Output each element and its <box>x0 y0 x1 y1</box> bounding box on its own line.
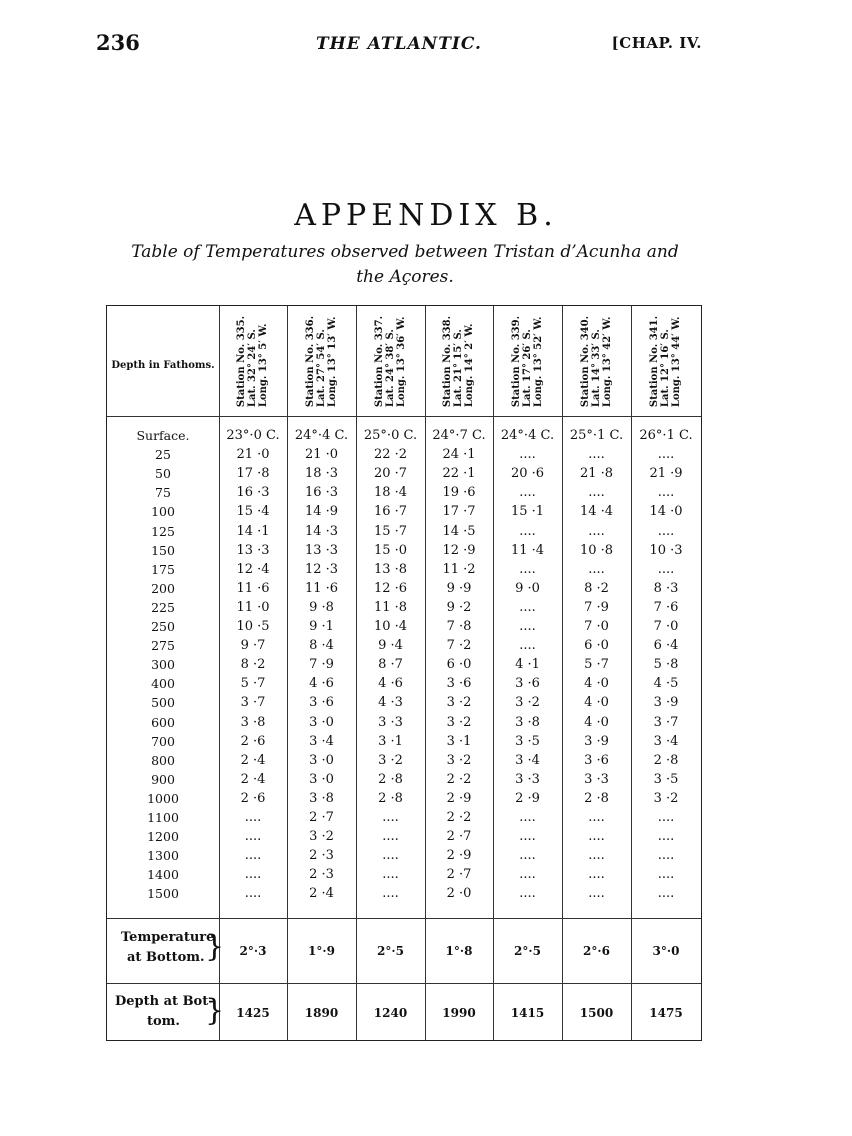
temperature-cell: 3 ·4 <box>515 752 540 768</box>
depth-label: 1400 <box>147 867 179 883</box>
temperature-cell: 11 ·6 <box>236 580 270 596</box>
temperature-cell: 7 ·9 <box>584 599 609 615</box>
temperature-cell: 15 ·1 <box>510 504 545 520</box>
temperature-cell: 14 ·5 <box>442 523 476 539</box>
temperature-cell: 18 ·3 <box>304 466 339 482</box>
temperature-cell: .... <box>244 810 262 825</box>
station-station: Station No. 339. <box>511 315 522 407</box>
depth-label: 400 <box>151 676 175 692</box>
temperature-cell: .... <box>244 848 262 864</box>
bottom-depth-cell: 1425 <box>236 1006 270 1020</box>
appendix-heading: APPENDIX B. <box>294 198 558 233</box>
chapter-label: [CHAP. IV. <box>611 34 702 52</box>
depth-label: 25 <box>155 447 171 463</box>
temperature-cell: 4 ·5 <box>653 676 679 692</box>
station-station: Station No. 341. <box>649 315 661 407</box>
station-long: Long. 13° 42′ W. <box>602 316 613 407</box>
bottom-temp-label: at Bottom. <box>127 950 205 965</box>
temperature-cell: 10 ·8 <box>579 542 614 558</box>
station-header <box>356 308 425 414</box>
bottom-temp-cell: 3°·0 <box>652 944 680 958</box>
temperature-cell: 2 ·9 <box>446 848 472 864</box>
station-header-text <box>443 315 476 406</box>
station-header <box>425 308 493 414</box>
temperature-cell: 13 ·8 <box>373 561 408 577</box>
temperature-cell: .... <box>588 810 605 825</box>
temperature-cell: 9 ·9 <box>446 580 472 596</box>
station-header-text <box>511 315 544 406</box>
station-header <box>631 308 701 414</box>
temperature-cell: 3 ·6 <box>309 695 334 711</box>
temperature-cell: .... <box>588 523 605 539</box>
temperature-cell: .... <box>657 810 675 825</box>
temperature-cell: 2 ·6 <box>240 790 266 806</box>
temperature-cell: .... <box>657 561 675 577</box>
temperature-cell: 3 ·2 <box>653 790 679 806</box>
temperature-cell: 21 ·0 <box>304 447 339 463</box>
temperature-cell: 8 ·2 <box>584 580 609 596</box>
temperature-cell: 2 ·8 <box>584 790 609 806</box>
temperature-cell: 2 ·7 <box>446 829 472 845</box>
temperature-cell: 25°·0 C. <box>363 428 418 443</box>
temperature-cell: 3 ·0 <box>309 752 334 768</box>
depth-label: 50 <box>155 466 171 482</box>
temperature-cell: 3 ·3 <box>378 714 403 730</box>
temperature-cell: 7 ·2 <box>446 638 472 654</box>
temperature-cell: 2 ·4 <box>240 771 266 787</box>
temperature-cell: .... <box>519 886 536 902</box>
temperature-cell: 11 ·6 <box>304 580 339 596</box>
temperature-cell: 9 ·1 <box>309 619 334 634</box>
bottom-depth-label: Depth at Bot- <box>115 994 214 1009</box>
station-station: Station No. 340. <box>580 315 591 407</box>
temperature-cell: 16 ·7 <box>373 504 408 520</box>
temperature-cell: .... <box>588 485 605 501</box>
temperature-cell: 2 ·0 <box>446 886 472 902</box>
temperature-cell: 4 ·3 <box>378 695 403 711</box>
temperature-cell: .... <box>519 829 536 845</box>
temperature-cell: 2 ·2 <box>446 771 472 787</box>
temperature-cell: 4 ·0 <box>584 676 609 692</box>
temperature-cell: 4 ·6 <box>309 676 334 692</box>
station-long: Long. 14° 2′ W. <box>464 323 476 407</box>
temperature-cell: 8 ·7 <box>378 657 403 673</box>
temperature-cell: 20 ·7 <box>373 466 408 482</box>
station-lat: Lat. 27° 54′ S. <box>316 328 327 407</box>
temperature-cell: 2 ·7 <box>446 867 472 883</box>
station-lat: Lat. 17° 26′ S. <box>522 328 533 407</box>
temperature-cell: 11 ·8 <box>373 599 408 615</box>
temperature-cell: .... <box>588 848 605 864</box>
bottom-temp-cell: 1°·9 <box>308 944 335 958</box>
temperature-cell: .... <box>588 829 605 845</box>
depth-label: 250 <box>151 619 175 634</box>
depth-label: 1200 <box>147 829 179 845</box>
station-header <box>287 308 356 414</box>
temperature-cell: 20 ·6 <box>510 466 545 482</box>
temperature-cell: 22 ·2 <box>373 447 408 463</box>
depth-label: 1000 <box>147 790 179 806</box>
temperature-cell: 11 ·0 <box>236 599 270 615</box>
brace: } <box>205 993 225 1028</box>
temperature-cell: 3 ·1 <box>378 733 403 749</box>
temperature-cell: 3 ·2 <box>309 829 334 845</box>
depth-label: 275 <box>151 638 175 654</box>
temperature-cell: 3 ·6 <box>515 676 540 692</box>
temperature-cell: 23°·0 C. <box>226 428 280 443</box>
depth-label: 800 <box>151 752 175 768</box>
bottom-temp-cell: 2°·6 <box>583 944 610 958</box>
temperature-cell: .... <box>657 848 675 864</box>
temperature-cell: 17 ·8 <box>236 466 270 482</box>
temperature-cell: 8 ·4 <box>309 638 334 654</box>
station-lat: Lat. 12° 16′ S. <box>660 328 672 407</box>
temperature-cell: 7 ·0 <box>653 619 679 634</box>
temperature-cell: 2 ·2 <box>446 810 472 825</box>
temperature-cell: .... <box>657 829 675 845</box>
temperature-cell: .... <box>657 886 675 902</box>
temperature-cell: .... <box>244 867 262 883</box>
temperature-cell: 18 ·4 <box>373 485 408 501</box>
running-header <box>96 30 702 64</box>
temperature-cell: .... <box>519 810 536 825</box>
bottom-depth-label: tom. <box>147 1014 180 1029</box>
temperature-cell: 7 ·6 <box>653 599 679 615</box>
bottom-depth-cell: 1990 <box>442 1006 476 1020</box>
depth-label: 1300 <box>147 848 179 864</box>
page-number: 236 <box>96 30 140 55</box>
temperature-cell: 22 ·1 <box>442 466 476 482</box>
temperature-cell: .... <box>519 523 536 539</box>
temperature-cell: 14 ·1 <box>236 523 270 539</box>
temperature-cell: 3 ·5 <box>653 771 679 787</box>
temperature-cell: .... <box>382 886 399 902</box>
temperature-cell: 3 ·2 <box>446 752 472 768</box>
temperature-cell: 3 ·2 <box>378 752 403 768</box>
bottom-depth-cell: 1415 <box>510 1006 545 1020</box>
temperature-cell: 4 ·0 <box>584 695 609 711</box>
temperature-cell: 2 ·6 <box>240 733 266 749</box>
temperature-cell: 3 ·0 <box>309 771 334 787</box>
station-long: Long. 13° 36′ W. <box>396 316 407 407</box>
bottom-temp-cell: 1°·8 <box>445 944 473 958</box>
bottom-depth-cell: 1890 <box>304 1006 339 1020</box>
depth-label: 100 <box>151 504 175 520</box>
station-station: Station No. 335. <box>236 315 248 407</box>
temperature-cell: 3 ·9 <box>584 733 609 749</box>
depth-label: 300 <box>151 657 175 673</box>
temperature-cell: .... <box>519 638 536 654</box>
temperature-cell: 12 ·4 <box>236 561 270 577</box>
station-lat: Lat. 24° 38′ S. <box>385 328 396 407</box>
brace: } <box>205 929 225 964</box>
depth-column-header: Depth in Fathoms. <box>111 360 215 371</box>
station-lat: Lat. 14° 33′ S. <box>591 328 602 407</box>
row-rule <box>107 983 701 984</box>
temperature-cell: 7 ·9 <box>309 657 334 673</box>
temperature-cell: 13 ·3 <box>236 542 270 558</box>
temperature-cell: 24°·4 C. <box>500 428 555 443</box>
temperature-cell: 12 ·6 <box>373 580 408 596</box>
temperature-cell: 21 ·8 <box>579 466 614 482</box>
temperature-cell: .... <box>244 886 262 902</box>
temperature-cell: 10 ·3 <box>649 542 683 558</box>
station-header-text <box>580 315 613 406</box>
temperature-cell: 10 ·4 <box>373 619 408 634</box>
temperature-cell: 13 ·3 <box>304 542 339 558</box>
station-station: Station No. 338. <box>442 315 454 407</box>
depth-label: 900 <box>151 771 175 787</box>
temperature-cell: 2 ·9 <box>515 790 540 806</box>
depth-label: 175 <box>151 561 175 577</box>
temperature-cell: 3 ·2 <box>446 714 472 730</box>
temperature-cell: 12 ·9 <box>442 542 476 558</box>
temperature-cell: 3 ·7 <box>240 695 266 711</box>
bottom-temp-cell: 2°·5 <box>514 944 541 958</box>
temperature-cell: 4 ·0 <box>584 714 609 730</box>
temperature-cell: 3 ·8 <box>515 714 540 730</box>
station-long: Long. 13° 5′ W. <box>258 323 270 407</box>
station-header <box>493 308 562 414</box>
temperature-cell: 2 ·8 <box>653 752 679 768</box>
bottom-depth-cell: 1500 <box>579 1006 614 1020</box>
depth-label: 1100 <box>147 810 179 825</box>
temperature-cell: 3 ·8 <box>309 790 334 806</box>
temperature-cell: .... <box>244 829 262 845</box>
station-header-text <box>374 315 407 406</box>
depth-label: 125 <box>151 523 175 539</box>
temperature-cell: .... <box>588 447 605 463</box>
temperature-cell: 3 ·2 <box>515 695 540 711</box>
temperature-cell: .... <box>519 867 536 883</box>
temperature-cell: 16 ·3 <box>236 485 270 501</box>
temperature-cell: 10 ·5 <box>236 619 270 634</box>
station-lat: Lat. 21° 15′ S. <box>453 328 465 407</box>
bottom-temp-cell: 2°·5 <box>377 944 404 958</box>
station-header-text <box>650 315 683 406</box>
temperature-table <box>106 305 702 1041</box>
depth-label: 1500 <box>147 886 179 902</box>
station-long: Long. 13° 44′ W. <box>671 316 683 407</box>
temperature-cell: .... <box>382 848 399 864</box>
temperature-cell: 2 ·8 <box>378 771 403 787</box>
temperature-cell: 3 ·1 <box>446 733 472 749</box>
temperature-cell: 3 ·6 <box>584 752 609 768</box>
temperature-cell: 11 ·2 <box>442 561 476 577</box>
row-rule <box>107 416 701 417</box>
temperature-cell: 3 ·8 <box>240 714 266 730</box>
temperature-cell: 21 ·0 <box>236 447 270 463</box>
depth-label: 500 <box>151 695 175 711</box>
station-station: Station No. 337. <box>374 315 385 407</box>
temperature-cell: 26°·1 C. <box>639 428 693 443</box>
temperature-cell: 9 ·2 <box>446 599 472 615</box>
temperature-cell: 8 ·2 <box>240 657 266 673</box>
temperature-cell: 9 ·8 <box>309 599 334 615</box>
temperature-cell: 4 ·1 <box>515 657 540 673</box>
temperature-cell: 2 ·8 <box>378 790 403 806</box>
temperature-cell: .... <box>382 867 399 883</box>
temperature-cell: 17 ·7 <box>442 504 476 520</box>
temperature-cell: 9 ·0 <box>515 580 540 596</box>
temperature-cell: 2 ·9 <box>446 790 472 806</box>
temperature-cell: 3 ·7 <box>653 714 679 730</box>
temperature-cell: 7 ·8 <box>446 619 472 634</box>
temperature-cell: 24 ·1 <box>442 447 476 463</box>
temperature-cell: .... <box>657 867 675 883</box>
temperature-cell: 6 ·0 <box>446 657 472 673</box>
temperature-cell: 24°·7 C. <box>432 428 486 443</box>
station-long: Long. 13° 13′ W. <box>327 316 338 407</box>
temperature-cell: 2 ·3 <box>309 848 334 864</box>
station-lat: Lat. 32° 24′ S. <box>247 328 259 407</box>
temperature-cell: .... <box>382 810 399 825</box>
station-station: Station No. 336. <box>305 315 316 407</box>
temperature-cell: 19 ·6 <box>442 485 476 501</box>
temperature-cell: .... <box>588 561 605 577</box>
temperature-cell: .... <box>588 867 605 883</box>
temperature-cell: 15 ·4 <box>236 504 270 520</box>
temperature-cell: .... <box>588 886 605 902</box>
temperature-cell: 14 ·9 <box>304 504 339 520</box>
temperature-cell: .... <box>519 599 536 615</box>
temperature-cell: .... <box>382 829 399 845</box>
temperature-cell: 4 ·6 <box>378 676 403 692</box>
temperature-cell: 24°·4 C. <box>294 428 349 443</box>
station-header <box>562 308 631 414</box>
depth-label: 700 <box>151 733 175 749</box>
temperature-cell: 3 ·3 <box>584 771 609 787</box>
row-rule <box>107 918 701 919</box>
temperature-cell: 3 ·4 <box>653 733 679 749</box>
temperature-cell: 2 ·3 <box>309 867 334 883</box>
temperature-cell: 16 ·3 <box>304 485 339 501</box>
station-header-text <box>237 315 270 406</box>
running-title: THE ATLANTIC. <box>316 34 482 54</box>
depth-label: 600 <box>151 714 175 730</box>
depth-label: 225 <box>151 599 175 615</box>
temperature-cell: 3 ·2 <box>446 695 472 711</box>
temperature-cell: 2 ·4 <box>309 886 334 902</box>
bottom-depth-cell: 1475 <box>649 1006 683 1020</box>
temperature-cell: 8 ·3 <box>653 580 679 596</box>
temperature-cell: 3 ·6 <box>446 676 472 692</box>
depth-label: 75 <box>155 485 171 501</box>
temperature-cell: 2 ·7 <box>309 810 334 825</box>
temperature-cell: 3 ·9 <box>653 695 679 711</box>
temperature-cell: 5 ·8 <box>653 657 679 673</box>
bottom-temp-cell: 2°·3 <box>239 944 267 958</box>
temperature-cell: 14 ·4 <box>579 504 614 520</box>
temperature-cell: 7 ·0 <box>584 619 609 634</box>
temperature-cell: .... <box>657 447 675 463</box>
temperature-cell: .... <box>519 485 536 501</box>
temperature-cell: 6 ·0 <box>584 638 609 654</box>
temperature-cell: 3 ·0 <box>309 714 334 730</box>
temperature-cell: 5 ·7 <box>584 657 609 673</box>
bottom-depth-cell: 1240 <box>373 1006 408 1020</box>
temperature-cell: 3 ·4 <box>309 733 334 749</box>
temperature-cell: 11 ·4 <box>510 542 545 558</box>
temperature-cell: 2 ·4 <box>240 752 266 768</box>
depth-label: 150 <box>151 542 175 558</box>
station-header <box>219 308 287 414</box>
depth-label: Surface. <box>136 428 190 443</box>
temperature-cell: .... <box>519 561 536 577</box>
temperature-cell: 14 ·0 <box>649 504 683 520</box>
temperature-cell: 5 ·7 <box>240 676 266 692</box>
temperature-cell: 15 ·0 <box>373 542 408 558</box>
station-header-text <box>305 315 338 406</box>
temperature-cell: .... <box>519 447 536 463</box>
temperature-cell: 25°·1 C. <box>569 428 624 443</box>
temperature-cell: .... <box>519 619 536 634</box>
temperature-cell: 12 ·3 <box>304 561 339 577</box>
temperature-cell: 3 ·3 <box>515 771 540 787</box>
temperature-cell: 9 ·4 <box>378 638 403 654</box>
bottom-temp-label: Temperature <box>121 930 215 945</box>
temperature-cell: 15 ·7 <box>373 523 408 539</box>
temperature-cell: 21 ·9 <box>649 466 683 482</box>
temperature-cell: .... <box>657 485 675 501</box>
temperature-cell: 6 ·4 <box>653 638 679 654</box>
temperature-cell: .... <box>519 848 536 864</box>
station-long: Long. 13° 52′ W. <box>533 316 544 407</box>
temperature-cell: 14 ·3 <box>304 523 339 539</box>
temperature-cell: .... <box>657 523 675 539</box>
temperature-cell: 3 ·5 <box>515 733 540 749</box>
depth-label: 200 <box>151 580 175 596</box>
temperature-cell: 9 ·7 <box>240 638 266 654</box>
table-caption: Table of Temperatures observed between Tristan d’Acunha and the Açores. <box>131 242 679 287</box>
